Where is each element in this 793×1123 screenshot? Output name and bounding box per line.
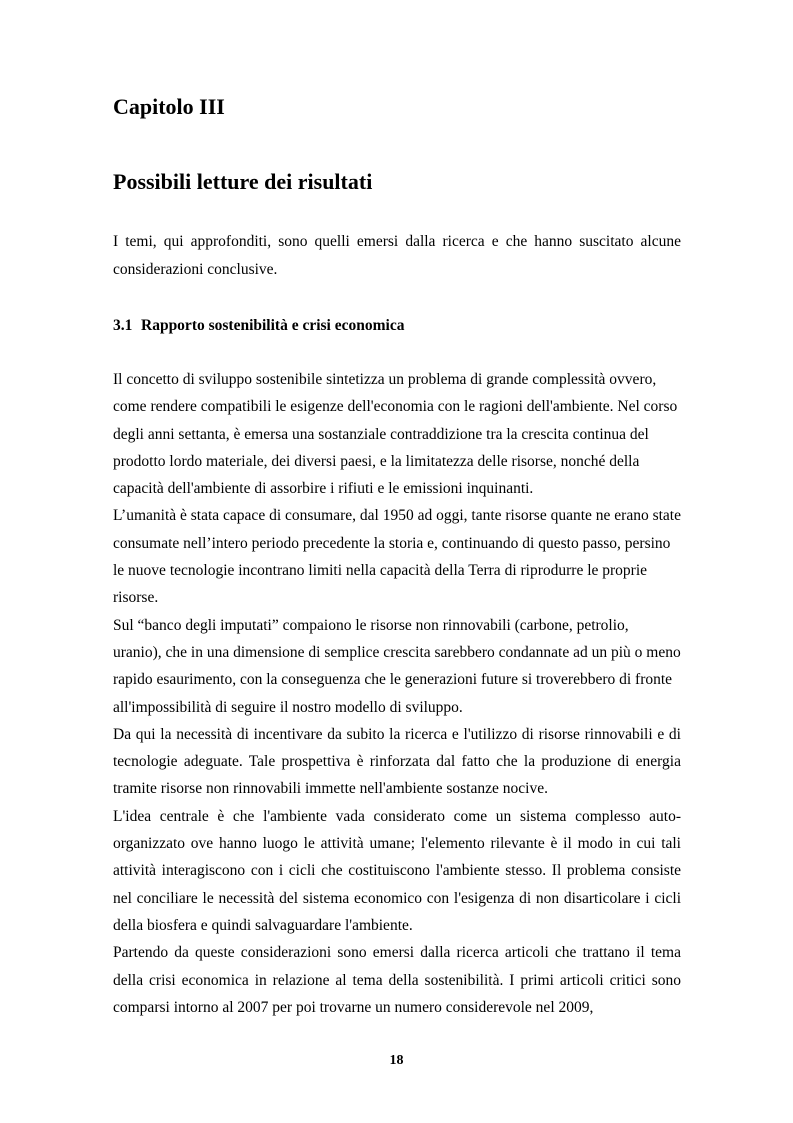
paragraph: Sul “banco degli imputati” compaiono le risorse non rinnovabili (carbone, petrolio, uranio), che in una dimensione di semplice crescita sarebbero condannate ad un più o meno rapido esaurimento, con la conseguenza che le generazioni future si troverebbero di fronte all'impossibilità di seguire il nostro modello di sviluppo. [113, 616, 681, 716]
paragraph: Da qui la necessità di incentivare da subito la ricerca e l'utilizzo di risorse rinnovabili e di tecnologie adeguate. Tale prospettiva è rinforzata dal fatto che la produzione di energia tramite risorse non rinnovabili immette nell'ambiente sostanze nocive. [113, 725, 681, 798]
paragraph: L’umanità è stata capace di consumare, dal 1950 ad oggi, tante risorse quante ne erano state consumate nell’intero periodo precedente la storia e, continuando di questo passo, persino le nuove tecnologie incontrano limiti nella capacità della Terra di riprodurre le proprie risorse. [113, 507, 681, 607]
subsection-heading [113, 314, 404, 338]
paragraph: Il concetto di sviluppo sostenibile sintetizza un problema di grande complessità ovvero, come rendere compatibili le esigenze dell'economia con le ragioni dell'ambiente. Nel corso degli anni settanta, è emersa una sostanziale contraddizione tra la crescita continua del prodotto lordo materiale, dei diversi paesi, e la limitatezza delle risorse, nonché della capacità dell'ambiente di assorbire i rifiuti e le emissioni inquinanti. [113, 371, 678, 498]
body-text [113, 366, 681, 1021]
paragraph: Partendo da queste considerazioni sono emersi dalla ricerca articoli che trattano il tema della crisi economica in relazione al tema della sostenibilità. I primi articoli critici sono comparsi intorno al 2007 per poi trovarne un numero considerevole nel 2009, [113, 944, 681, 1016]
page-number: 18 [389, 1053, 404, 1068]
chapter-title: Capitolo III [113, 94, 225, 119]
paragraph: L'idea centrale è che l'ambiente vada considerato come un sistema complesso auto-organizzato ove hanno luogo le attività umane; l'elemento rilevante è il modo in cui tali attività interagiscono con i cicli che costituiscono l'ambiente stesso. Il problema consiste nel conciliare le necessità del sistema economico con l'esigenza di non disarticolare i cicli della biosfera e quindi salvaguardare l'ambiente. [113, 807, 681, 934]
intro-paragraph: I temi, qui approfonditi, sono quelli emersi dalla ricerca e che hanno suscitato alcune considerazioni conclusive. [113, 233, 681, 278]
section-title: Possibili letture dei risultati [113, 169, 373, 194]
subsection-number: 3.1 [113, 317, 133, 334]
subsection-title: Rapporto sostenibilità e crisi economica [141, 317, 405, 334]
